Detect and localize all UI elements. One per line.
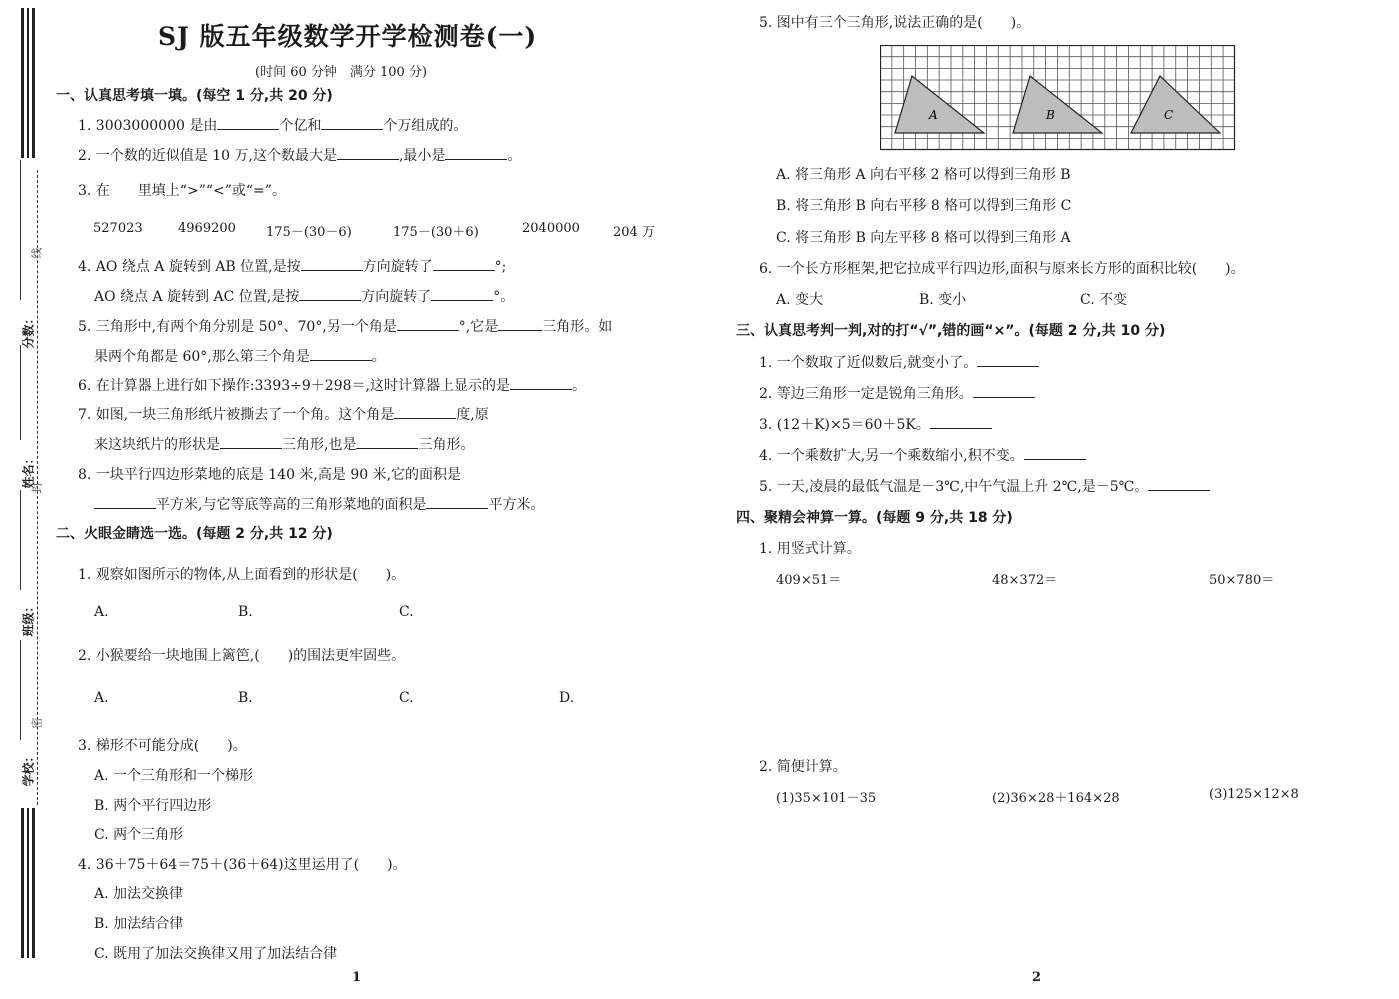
- answer-blank[interactable]: [510, 375, 572, 390]
- triangle-a-label: A: [929, 108, 938, 122]
- answer-blank[interactable]: [217, 115, 279, 130]
- option-c[interactable]: C. 两个三角形: [94, 827, 184, 843]
- question-text: 方向旋转了: [361, 289, 432, 305]
- question-text: °,它是: [458, 319, 499, 335]
- question-2-4: 4. 36＋75＋64＝75＋(36＋64)这里运用了( )。: [78, 857, 407, 873]
- answer-blank[interactable]: [356, 434, 418, 449]
- calc-item: 409×51＝: [776, 573, 842, 588]
- judge-item-1: [759, 352, 1039, 372]
- question-1-3: 3. 在 里填上“>”“<”或“=”。: [78, 183, 286, 199]
- answer-blank[interactable]: [973, 383, 1035, 398]
- answer-blank[interactable]: [445, 145, 507, 160]
- page-number: 1: [352, 970, 362, 985]
- judge-item-2: [759, 383, 1035, 403]
- answer-blank[interactable]: [337, 145, 399, 160]
- question-text: °。: [493, 289, 515, 305]
- section-1-heading: 一、认真思考填一填。(每空 1 分,共 20 分): [56, 88, 333, 104]
- section-4-heading: 四、聚精会神算一算。(每题 9 分,共 18 分): [736, 510, 1013, 526]
- judge-item-5: [759, 476, 1210, 496]
- option-b[interactable]: B. 加法结合律: [94, 916, 184, 932]
- calc-item: (3)125×12×8: [1209, 787, 1299, 802]
- question-text: 1. 一个数取了近似数后,就变小了。: [759, 355, 978, 371]
- question-text: 度,原: [456, 407, 489, 423]
- question-text: 。: [571, 378, 586, 394]
- binding-bar-top: [21, 8, 24, 158]
- question-text: 三角形。: [418, 437, 475, 453]
- option-b[interactable]: B. 两个平行四边形: [94, 798, 212, 814]
- line-mark: 线: [30, 247, 44, 259]
- answer-blank[interactable]: [301, 256, 363, 271]
- calc-item: (2)36×28＋164×28: [992, 791, 1120, 806]
- option-b[interactable]: B.: [238, 690, 253, 706]
- option-c[interactable]: C. 将三角形 B 向左平移 8 格可以得到三角形 A: [776, 230, 1071, 246]
- compare-item: 204 万: [613, 225, 655, 240]
- question-2-3: 3. 梯形不可能分成( )。: [78, 738, 247, 754]
- answer-blank[interactable]: [321, 115, 383, 130]
- question-text: 三角形。如: [542, 319, 613, 335]
- question-2-2: 2. 小猴要给一块地围上篱笆,( )的围法更牢固些。: [78, 648, 406, 664]
- seal-mark: 封: [30, 482, 44, 494]
- question-text: 平方米。: [488, 497, 545, 513]
- question-1-6: [78, 375, 586, 395]
- answer-blank[interactable]: [433, 256, 495, 271]
- binding-bar-top: [27, 8, 29, 158]
- answer-blank[interactable]: [930, 414, 992, 429]
- answer-blank[interactable]: [94, 494, 156, 509]
- triangle-b-label: B: [1046, 108, 1055, 122]
- option-d[interactable]: D.: [559, 690, 575, 706]
- triangle-grid-figure: [880, 45, 1236, 151]
- question-1-4: [78, 256, 506, 276]
- section-3-heading: 三、认真思考判一判,对的打“√”,错的画“×”。(每题 2 分,共 10 分): [736, 323, 1166, 339]
- question-text: 个亿和: [279, 118, 322, 134]
- question-text: 7. 如图,一块三角形纸片被撕去了一个角。这个角是: [78, 407, 395, 423]
- option-a[interactable]: A. 将三角形 A 向右平移 2 格可以得到三角形 B: [776, 167, 1071, 183]
- answer-blank[interactable]: [498, 316, 542, 331]
- question-text: 2. 一个数的近似值是 10 万,这个数最大是: [78, 148, 337, 164]
- question-text: 4. AO 绕点 A 旋转到 AB 位置,是按: [78, 259, 301, 275]
- option-a[interactable]: A.: [94, 690, 109, 706]
- question-text: 三角形,也是: [282, 437, 357, 453]
- question-text: °;: [494, 259, 507, 275]
- option-c[interactable]: C. 不变: [1080, 292, 1128, 308]
- answer-blank[interactable]: [977, 352, 1039, 367]
- compare-item: 175－(30－6): [266, 225, 352, 240]
- page-number: 2: [1032, 970, 1042, 985]
- section-2-heading: 二、火眼金睛选一选。(每题 2 分,共 12 分): [56, 526, 333, 542]
- binding-bar-bottom: [27, 808, 29, 958]
- question-2-1: 1. 观察如图所示的物体,从上面看到的形状是( )。: [78, 567, 406, 583]
- school-label: 学校：: [21, 750, 36, 787]
- score-label: 分数：: [21, 312, 36, 349]
- triangle-c-label: C: [1164, 108, 1174, 122]
- question-text: AO 绕点 A 旋转到 AC 位置,是按: [94, 289, 300, 305]
- answer-blank[interactable]: [310, 346, 372, 361]
- question-text: 5. 三角形中,有两个角分别是 50°、70°,另一个角是: [78, 319, 397, 335]
- binding-bar-bottom: [32, 808, 35, 958]
- option-b[interactable]: B. 变小: [919, 292, 967, 308]
- option-a[interactable]: A. 加法交换律: [94, 886, 184, 902]
- name-line: [20, 345, 21, 440]
- answer-blank[interactable]: [220, 434, 282, 449]
- calc-item: (1)35×101－35: [776, 791, 877, 806]
- page-subtitle: (时间 60 分钟 满分 100 分): [255, 65, 428, 80]
- question-text: 4. 一个乘数扩大,另一个乘数缩小,积不变。: [759, 448, 1024, 464]
- question-4-1: 1. 用竖式计算。: [759, 541, 861, 557]
- binding-bar-top: [32, 8, 35, 158]
- question-1-2: [78, 145, 521, 165]
- question-text: ,最小是: [398, 148, 446, 164]
- question-text: 3. (12＋K)×5＝60＋5K。: [759, 417, 930, 433]
- question-text: 5. 一天,凌晨的最低气温是－3℃,中午气温上升 2℃,是－5℃。: [759, 479, 1149, 495]
- question-text: 。: [507, 148, 522, 164]
- question-1-1: [78, 115, 467, 135]
- question-text: 平方米,与它等底等高的三角形菜地的面积是: [156, 497, 427, 513]
- class-line: [20, 490, 21, 590]
- question-4-2: 2. 简便计算。: [759, 759, 847, 775]
- question-text: 个万组成的。: [383, 118, 468, 134]
- option-a[interactable]: A.: [94, 604, 109, 620]
- question-text: 果两个角都是 60°,那么第三个角是: [94, 349, 310, 365]
- option-a[interactable]: A. 变大: [776, 292, 824, 308]
- answer-blank[interactable]: [299, 286, 361, 301]
- page-title: SJ 版五年级数学开学检测卷(一): [158, 22, 538, 51]
- calc-item: 48×372＝: [992, 573, 1058, 588]
- question-1-8: 8. 一块平行四边形菜地的底是 140 米,高是 90 米,它的面积是: [78, 467, 462, 483]
- compare-item: 527023: [93, 221, 143, 236]
- question-text: 来这块纸片的形状是: [94, 437, 220, 453]
- question-text: 1. 3003000000 是由: [78, 118, 218, 134]
- option-c[interactable]: C. 既用了加法交换律又用了加法结合律: [94, 946, 338, 962]
- question-2-5: 5. 图中有三个三角形,说法正确的是( )。: [759, 15, 1031, 31]
- option-c[interactable]: C.: [399, 690, 414, 706]
- answer-blank[interactable]: [394, 404, 456, 419]
- question-text: 2. 等边三角形一定是锐角三角形。: [759, 386, 973, 402]
- option-c[interactable]: C.: [399, 604, 414, 620]
- calc-item: 50×780＝: [1209, 573, 1275, 588]
- answer-blank[interactable]: [1148, 476, 1210, 491]
- name-label: 姓名：: [21, 452, 36, 489]
- judge-item-3: [759, 414, 992, 434]
- secret-mark: 密: [30, 717, 44, 729]
- answer-blank[interactable]: [1024, 445, 1086, 460]
- binding-bar-bottom: [21, 808, 24, 958]
- question-1-7: [78, 404, 489, 424]
- option-b[interactable]: B. 将三角形 B 向右平移 8 格可以得到三角形 C: [776, 198, 1072, 214]
- question-text: 方向旋转了: [362, 259, 433, 275]
- option-a[interactable]: A. 一个三角形和一个梯形: [94, 768, 254, 784]
- question-1-4b: [94, 286, 514, 306]
- score-line: [20, 160, 21, 300]
- question-1-5: [78, 316, 612, 336]
- compare-item: 4969200: [178, 221, 236, 236]
- question-2-6: 6. 一个长方形框架,把它拉成平行四边形,面积与原来长方形的面积比较( )。: [759, 261, 1245, 277]
- class-label: 班级：: [21, 600, 36, 637]
- question-1-5b: [94, 346, 386, 366]
- answer-blank[interactable]: [397, 316, 459, 331]
- compare-item: 2040000: [522, 221, 580, 236]
- question-text: 6. 在计算器上进行如下操作:3393÷9＋298＝,这时计算器上显示的是: [78, 378, 510, 394]
- question-text: 。: [371, 349, 386, 365]
- option-b[interactable]: B.: [238, 604, 253, 620]
- question-1-8b: [94, 494, 544, 514]
- answer-blank[interactable]: [426, 494, 488, 509]
- school-line: [20, 640, 21, 740]
- question-1-7b: [94, 434, 474, 454]
- answer-blank[interactable]: [431, 286, 493, 301]
- judge-item-4: [759, 445, 1086, 465]
- compare-item: 175－(30＋6): [393, 225, 479, 240]
